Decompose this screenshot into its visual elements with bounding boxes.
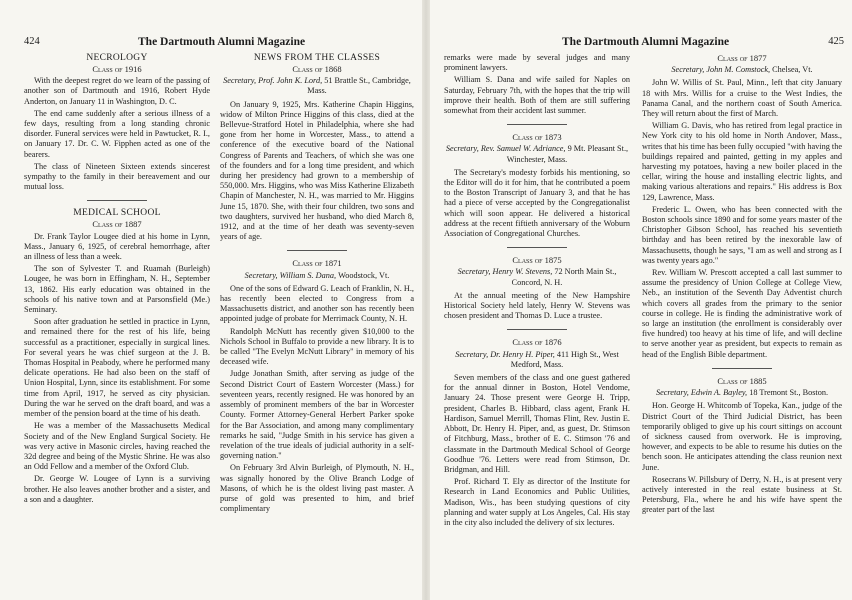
class-heading: Class of 1877 (717, 53, 767, 63)
secretary-address: 411 High St., West Medford, Mass. (510, 349, 619, 369)
class-heading: Class of 1916 (92, 64, 142, 74)
secretary-byline (444, 144, 630, 164)
page-gutter (422, 0, 430, 600)
paragraph: Rosecrans W. Pillsbury of Derry, N. H., is at present very actively interested in the real estate business at St. Petersburg, Fla., where he and his wife have spent the greater part of the last (642, 474, 842, 515)
secretary-name: Secretary, William S. Dana, (244, 270, 337, 280)
secretary-address: Chelsea, Vt. (772, 65, 813, 75)
secretary-byline (642, 65, 842, 75)
class-heading: Class of 1871 (292, 258, 342, 269)
paragraph: Rev. William W. Prescott accepted a call last summer to assume the presidency of Union College at College View, Neb., an institution of the Seventh Day Adventist church which covers all grades from the primary to the senior course in college. He is finding the administrative work of so large an institution (the enrollment is considerably over five hundred) too heavy at his time of life, and will decline to serve another year as president, but expects to remain as head of the English Bible department. (642, 268, 842, 359)
secretary-address: Woodstock, Vt. (338, 270, 390, 280)
paragraph: Prof. Richard T. Ely as director of the Institute for Research in Land Economics and Public Utilities, Madison, Wis., has been studying questions of city planning and water supply at Los Angeles, Cal. His stay in the city also included the delivery of six lectures. (444, 477, 630, 527)
running-title: The Dartmouth Alumni Magazine (138, 36, 306, 48)
secretary-name: Secretary, Rev. Samuel W. Adriance, (445, 144, 566, 154)
paragraph: On January 9, 1925, Mrs. Katherine Chapin Higgins, widow of Milton Prince Higgins of this class, died at the Bellevue-Stratford Hotel in Philadelphia, where she had gone from her home in Worcester, Mass., to attend a conference of the executive board of the National Congress of Parents and Teachers, of which she was one of the founders and for a long time president, and which during her presidency had grown to a membership of 550,000. Mrs. Higgins, who was Miss Katherine Elizabeth Chapin of Manchester, N. H., was married to Mr. Higgins June 15, 1870. She, with their four children, two sons and two daughters, survived her husband, who died March 8, 1912, and at the time of her death was seventy-seven years of age. (220, 99, 414, 242)
running-head-right (430, 36, 852, 50)
right-page (430, 0, 852, 600)
paragraph: William S. Dana and wife sailed for Naples on Saturday, February 7th, with the hopes that the trip will improve their health. Both of them are still suffering somewhat from their accident last summer. (444, 75, 630, 116)
section-heading-news: NEWS FROM THE CLASSES (253, 53, 381, 63)
secretary-byline (444, 267, 630, 287)
paragraph: The end came suddenly after a serious illness of a few days, resulting from a long standing chronic disorder. Funeral services were held in Pawtucket, R. I., on January 17. Dr. C. W. Fipphen acted as one of the bearers. (24, 108, 210, 159)
class-heading: Class of 1876 (512, 337, 562, 348)
secretary-name: Secretary, Edwin A. Bayley, (655, 388, 748, 398)
secretary-name: Secretary, Dr. Henry H. Piper, (455, 349, 555, 359)
class-heading: Class of 1887 (92, 219, 142, 230)
paragraph: One of the sons of Edward G. Leach of Franklin, N. H., has recently been elected to Congress from a Massachusetts district, and another son has recently been appointed judge of probate for Merrimack County, N. H. (220, 283, 414, 324)
running-head-left (0, 36, 422, 50)
paragraph: With the deepest regret do we learn of the passing of another son of Dartmouth and 1916, Robert Hyde Anderton, on January 11 in Washington, D. C. (24, 76, 210, 106)
paragraph: William G. Davis, who has retired from legal practice in New York city to his old home in North Andover, Mass., writes that his time has been fully occupied "with having the buildings repaired and painted, getting in my apples and harvesting my potatoes, having a new boiler placed in the cellar, wiring the house and installing electric lights, and making various alterations and repairs." His address is Box 129, Lawrence, Mass. (642, 121, 842, 202)
secretary-byline (642, 388, 842, 398)
paragraph: The son of Sylvester T. and Ruamah (Burleigh) Lougee, he was born in Effingham, N. H., September 13, 1862. His early education was obtained in the schools of his native town and at Parsonsfield (Me.) Seminary. (24, 264, 210, 315)
paragraph: Randolph McNutt has recently given $10,000 to the Nichols School in Buffalo to provide a new library. It is to be called "The Evelyn McNutt Library" in memory of his deceased wife. (220, 326, 414, 367)
divider (287, 250, 347, 251)
secretary-byline (444, 350, 630, 370)
running-title: The Dartmouth Alumni Magazine (562, 36, 730, 48)
paragraph: At the annual meeting of the New Hampshire Historical Society held lately, Henry W. Stevens was chosen president and Thomas D. Luce a trustee. (444, 290, 630, 321)
class-heading: Class of 1868 (292, 64, 342, 74)
right-column-2 (642, 53, 842, 593)
paragraph: The class of Nineteen Sixteen extends sincerest sympathy to the family in their bereavement and our mutual loss. (24, 161, 210, 192)
paragraph: John W. Willis of St. Paul, Minn., left that city January 18 with Mrs. Willis for a cruise to the West Indies, the Panama Canal, and the northern coast of South America. They will return about the first of March. (642, 78, 842, 119)
paragraph: He was a member of the Massachusetts Medical Society and of the New England Surgical Society. He was very active in Masonic circles, having reached the 32d degree and being of the Mystic Shrine. He was also an Odd Fellow and a member of the Oxford Club. (24, 421, 210, 472)
divider (507, 329, 567, 330)
secretary-name: Secretary, Henry W. Stevens, (457, 267, 553, 277)
secretary-name: Secretary, John M. Comstock, (671, 65, 771, 75)
paragraph: Judge Jonathan Smith, after serving as judge of the Second District Court of Eastern Worcester (Mass.) for seventeen years, recently resigned. He was honored by an assembly of prominent members of the bar in Worcester County. Former Attorney-General Herbert Parker spoke for the Bar Association, and among many complimentary remarks he said, "Judge Smith in his service has given a revelation of the true ideals of judicial authority in a self-governing nation." (220, 369, 414, 461)
secretary-byline (220, 76, 414, 96)
paragraph: The Secretary's modesty forbids his mentioning, so the Editor will do it for him, that he contributed a poem to the Boston Transcript of January 3, and that he has had a piece of verse accepted by the Congregationalist which will soon appear. He delivered a historical address at the recent fiftieth anniversary of the Woburn Association of Congregational Churches. (444, 167, 630, 239)
paragraph: Dr. George W. Lougee of Lynn is a surviving brother. He also leaves another brother and a sister, and a son and a daughter. (24, 474, 210, 504)
divider (712, 368, 772, 369)
secretary-address: 9 Mt. Pleasant St., Winchester, Mass. (506, 144, 629, 164)
section-heading-medical-school: MEDICAL SCHOOL (73, 208, 161, 219)
secretary-byline (220, 271, 414, 281)
secretary-name: Secretary, Prof. John K. Lord, (223, 76, 323, 86)
left-page (0, 0, 422, 600)
divider (507, 124, 567, 125)
paragraph: Frederic L. Owen, who has been connected with the Boston schools since 1890 and for some years master of the Christopher Gibson School, has reached his seventieth birthday and has been retired by the inexorable law of Massachusetts, though he says, "I am as well and strong as I was twenty years ago." (642, 204, 842, 265)
divider (87, 200, 147, 201)
class-heading: Class of 1873 (512, 132, 562, 143)
paragraph: Hon. George H. Whitcomb of Topeka, Kan., judge of the District Court of the Third Judicial District, has been temporarily obliged to give up his court sittings on account of sickness caused from overwork. He is improving, however, and expects to be able to resume his duties on the bench soon. He anticipates attending the class reunion next June. (642, 401, 842, 472)
paragraph: Soon after graduation he settled in practice in Lynn, and remained there for the rest of his life, being successful as a practitioner, especially in surgical lines. For several years he was chief surgeon at the J. B. Thomas Hospital in Peabody, where he performed many delicate operations. He had also been on the staff of Union Hospital, Lynn, since its establishment. For some time from April, 1917, he served as city physician. During the war he served on the draft board, and was a member of the pension board at the time of his death. (24, 317, 210, 419)
class-heading: Class of 1885 (717, 375, 767, 386)
paragraph: Dr. Frank Taylor Lougee died at his home in Lynn, Mass., January 6, 1925, of cerebral hemorrhage, after an illness of less than a week. (24, 231, 210, 262)
class-heading: Class of 1875 (512, 255, 562, 266)
section-heading-necrology: NECROLOGY (86, 53, 148, 63)
right-column-1 (444, 53, 630, 593)
paragraph: On February 3rd Alvin Burleigh, of Plymouth, N. H., was signally honored by the Olive Branch Lodge of Masons, of which he is the oldest living past master. A purse of gold was presented to him, and brief complimentary (220, 463, 414, 514)
secretary-address: 51 Brattle St., Cambridge, Mass. (307, 76, 411, 96)
secretary-address: 72 North Main St., Concord, N. H. (511, 267, 617, 287)
paragraph: remarks were made by several judges and many prominent lawyers. (444, 53, 630, 73)
left-column-2 (220, 53, 414, 593)
paragraph: Seven members of the class and one guest gathered for the annual dinner in Boston, Hotel Vendome, January 24. Those present were George H. Tripp, president, Charles B. Hibbard, class agent, Frank H. Hardison, Samuel Merrill, Thomas Flint, Rev. Justin E. Abbott, Dr. Henry H. Piper, and, as guest, Dr. Stimson of Fitchburg, Mass., brother of E. C. Stimson '76 and classmate in the Dartmouth Medical School of George Goodhue '76. Letters were read from Stimson, Dr. Bridgman, and Hill. (444, 373, 630, 474)
page-number: 425 (828, 36, 844, 47)
left-column-1 (24, 53, 210, 593)
divider (507, 247, 567, 248)
secretary-address: 18 Tremont St., Boston. (749, 388, 829, 398)
page-number: 424 (24, 36, 40, 47)
